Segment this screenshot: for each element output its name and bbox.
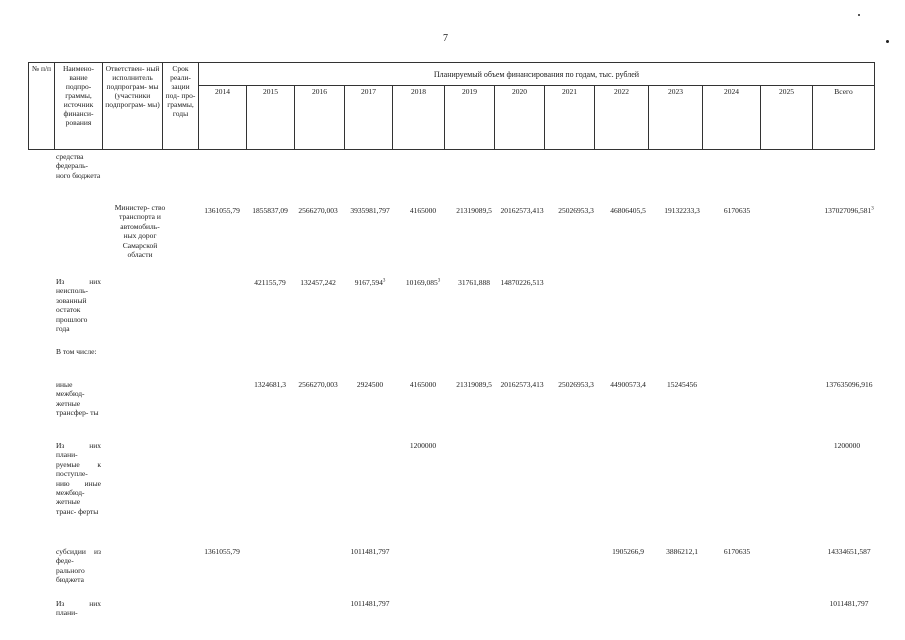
col-plan-header: Планируемый объем финансирования по годам, тыс. рублей <box>199 63 875 86</box>
unused-2019: 31761,888 <box>458 278 490 287</box>
other-transfers-2017: 2924500 <box>356 380 384 389</box>
unused-2017: 9167,594$^3$ <box>354 278 386 287</box>
row-label-planned-2: Из них плани- <box>56 599 101 618</box>
row-label-unused-balance: Из них неисполь- зованный остаток прошлого года <box>56 277 101 334</box>
subsidies-total: 14334651,587 <box>827 547 871 556</box>
year-header: 2023 <box>649 85 703 149</box>
row-label-other-transfers: иные межбюд- жетные трансфер- ты <box>56 380 99 418</box>
subsidies-2014: 1361055,79 <box>204 547 240 556</box>
ministry-2014: 1361055,79 <box>204 206 240 215</box>
year-header: 2017 <box>345 85 393 149</box>
ministry-2019: 21319089,5 <box>456 206 492 215</box>
row-label-subsidies: субсидии из феде- рального бюджета <box>56 547 101 585</box>
ministry-total: 137027096,581$^3$ <box>824 206 874 215</box>
unused-2015: 421155,79 <box>254 278 286 287</box>
ministry-2022: 46806405,5 <box>610 206 646 215</box>
other-transfers-2016: 2566270,003 <box>298 380 338 389</box>
executor-ministry: Министер- ство транспорта и автомобиль- ных дорог Самарской области <box>114 203 166 260</box>
other-transfers-2023: 15245456 <box>667 380 697 389</box>
planned-other-total: 1200000 <box>833 441 861 450</box>
page-number: 7 <box>443 33 448 44</box>
year-header: 2024 <box>703 85 761 149</box>
year-header: 2015 <box>247 85 295 149</box>
ministry-2017: 3935981,797 <box>350 206 390 215</box>
planned-other-2018: 1200000 <box>409 441 437 450</box>
other-transfers-2021: 25026953,3 <box>558 380 594 389</box>
col-term-header: Срок реали- зации под- про- граммы, годы <box>163 63 199 150</box>
other-transfers-total: 137635096,916 <box>825 380 873 389</box>
planned2-2017: 1011481,797 <box>350 599 390 608</box>
year-header: 2018 <box>393 85 445 149</box>
ministry-2016: 2566270,003 <box>298 206 338 215</box>
row-label-federal-funds: средства федераль- ного бюджета <box>56 152 101 180</box>
unused-2020: 14870226,513 <box>500 278 544 287</box>
col-name-header: Наимено- вание подпро- граммы, источник финанси- рования <box>55 63 103 150</box>
other-transfers-2015: 1324681,3 <box>254 380 286 389</box>
ministry-2018: 4165000 <box>409 206 437 215</box>
scan-speck <box>886 40 889 43</box>
unused-2016: 132457,242 <box>300 278 336 287</box>
scan-speck <box>858 14 860 16</box>
year-header: 2022 <box>595 85 649 149</box>
subsidies-2024: 6170635 <box>723 547 751 556</box>
planned2-total: 1011481,797 <box>829 599 869 608</box>
year-header: 2016 <box>295 85 345 149</box>
other-transfers-2022: 44900573,4 <box>610 380 646 389</box>
financing-table-header <box>28 62 875 150</box>
other-transfers-2019: 21319089,5 <box>456 380 492 389</box>
ministry-2024: 6170635 <box>723 206 751 215</box>
year-header: 2019 <box>445 85 495 149</box>
total-header: Всего <box>813 85 875 149</box>
footnote-mark: 3 <box>382 278 386 284</box>
col-number-header: № п/п <box>29 63 55 150</box>
other-transfers-2020: 20162573,413 <box>500 380 544 389</box>
year-header: 2014 <box>199 85 247 149</box>
ministry-2015: 1855837,09 <box>252 206 288 215</box>
col-executor-header: Ответствен- ный исполнитель подпрограм- мы (участники подпрограм- мы) <box>103 63 163 150</box>
year-header: 2020 <box>495 85 545 149</box>
ministry-2021: 25026953,3 <box>558 206 594 215</box>
footnote-mark: 3 <box>437 278 441 284</box>
row-label-including: В том числе: <box>56 347 97 356</box>
other-transfers-2018: 4165000 <box>409 380 437 389</box>
subsidies-2017: 1011481,797 <box>350 547 390 556</box>
ministry-2023: 19132233,3 <box>664 206 700 215</box>
footnote-mark: 3 <box>871 206 874 212</box>
unused-2018: 10169,085$^3$ <box>405 278 441 287</box>
year-header: 2025 <box>761 85 813 149</box>
year-header: 2021 <box>545 85 595 149</box>
subsidies-2022: 1905266,9 <box>612 547 644 556</box>
ministry-2020: 20162573,413 <box>500 206 544 215</box>
row-label-planned-other-transfers: Из них плани- руемые к поступле- нию иные межбюд- жетные транс- ферты <box>56 441 101 516</box>
subsidies-2023: 3886212,1 <box>666 547 698 556</box>
